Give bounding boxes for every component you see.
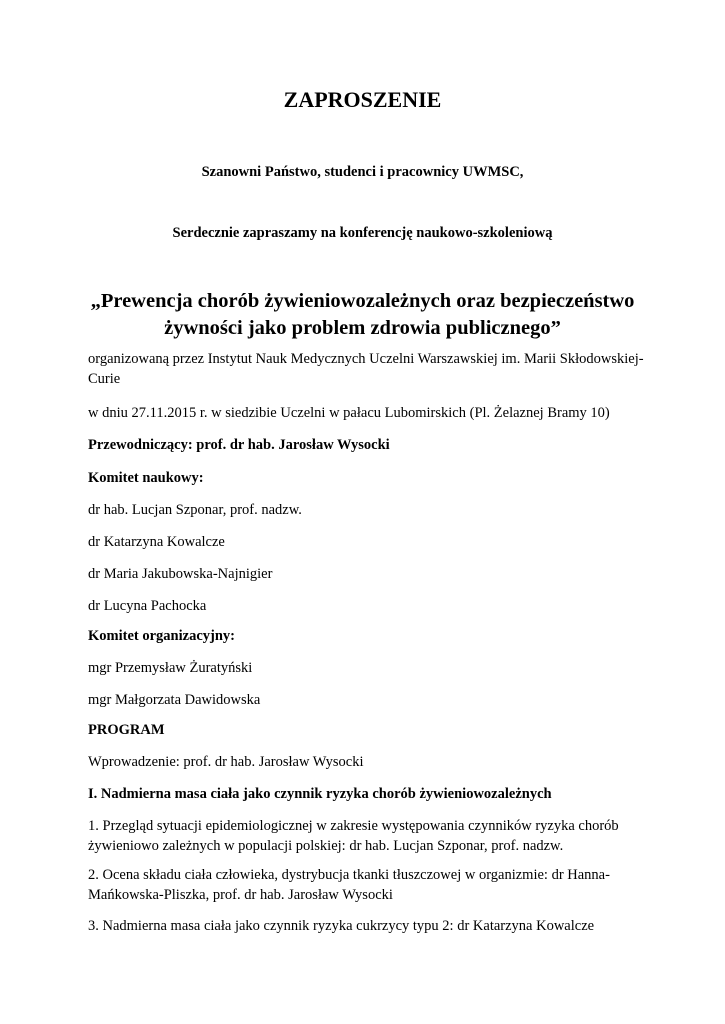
- document-title: ZAPROSZENIE: [283, 87, 442, 112]
- committee-member: dr Maria Jakubowska-Najnigier: [88, 566, 273, 582]
- committee-member: dr hab. Lucjan Szponar, prof. nadzw.: [88, 502, 302, 518]
- program-heading: PROGRAM: [88, 722, 165, 738]
- organizing-member: mgr Małgorzata Dawidowska: [88, 692, 261, 708]
- program-section-title: I. Nadmierna masa ciała jako czynnik ryzyka chorób żywieniowozależnych: [88, 786, 552, 802]
- program-item: 2. Ocena składu ciała człowieka, dystrybucja tkanki tłuszczowej w organizmie: dr Hanna-Mańkowska-Pliszka, prof. dr hab. Jarosław Wysocki: [88, 867, 610, 903]
- chair: Przewodniczący: prof. dr hab. Jarosław Wysocki: [88, 437, 390, 453]
- committee-member: dr Lucyna Pachocka: [88, 598, 207, 614]
- committee-member: dr Katarzyna Kowalcze: [88, 534, 225, 550]
- organizer-text: organizowaną przez Instytut Nauk Medycznych Uczelni Warszawskiej im. Marii Skłodowskiej-Curie: [88, 351, 644, 387]
- greeting: Szanowni Państwo, studenci i pracownicy UWMSC,: [201, 164, 524, 180]
- program-item: 3. Nadmierna masa ciała jako czynnik ryzyka cukrzycy typu 2: dr Katarzyna Kowalcze: [88, 918, 595, 934]
- conference-title: „Prewencja chorób żywieniowozależnych oraz bezpieczeństwo żywności jako problem zdrowia publicznego”: [90, 290, 635, 339]
- organizing-committee-heading: Komitet organizacyjny:: [88, 628, 235, 644]
- program-item: 1. Przegląd sytuacji epidemiologicznej w zakresie występowania czynników ryzyka chorób żywieniowo zależnych w populacji polskiej: dr hab. Lucjan Szponar, prof. nadzw.: [88, 818, 619, 854]
- scientific-committee-heading: Komitet naukowy:: [88, 470, 204, 486]
- invitation-text: Serdecznie zapraszamy na konferencję naukowo-szkoleniową: [172, 225, 553, 241]
- organizing-member: mgr Przemysław Żuratyński: [88, 660, 253, 676]
- program-introduction: Wprowadzenie: prof. dr hab. Jarosław Wysocki: [88, 754, 364, 770]
- date-location: w dniu 27.11.2015 r. w siedzibie Uczelni w pałacu Lubomirskich (Pl. Żelaznej Bramy 10): [88, 405, 610, 421]
